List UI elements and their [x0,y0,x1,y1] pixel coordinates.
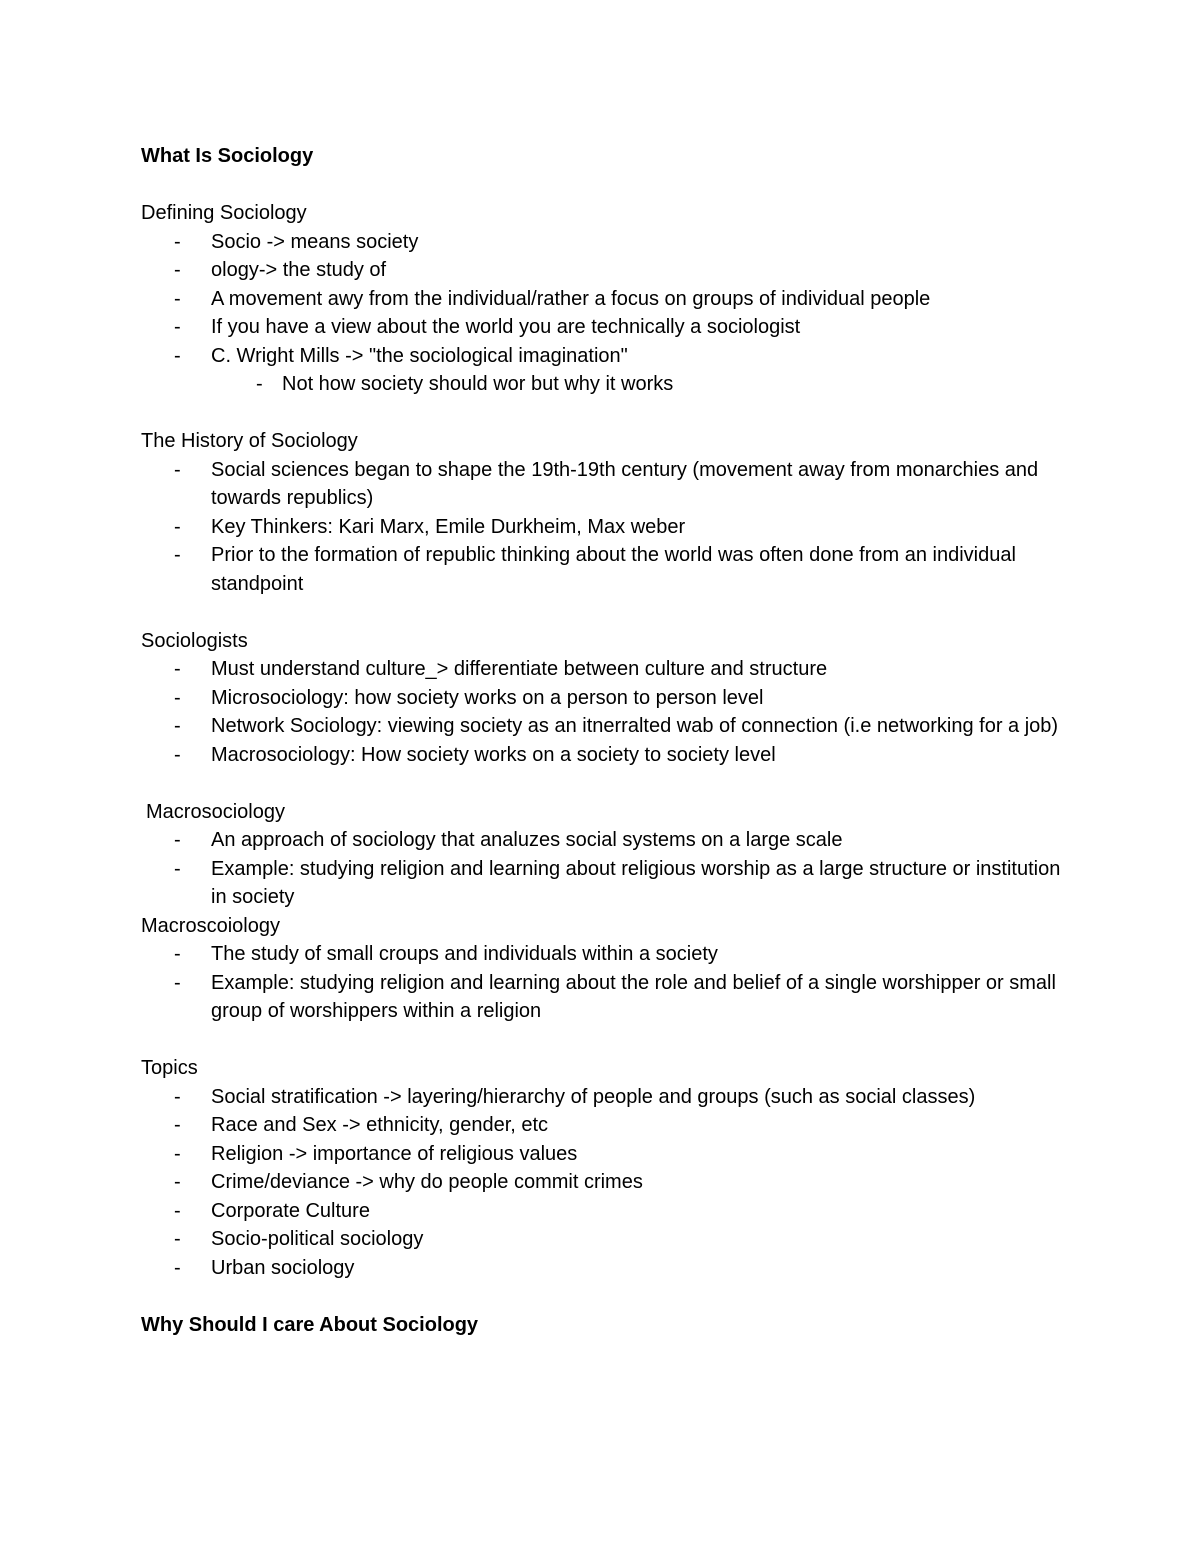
list-item [141,228,1061,257]
list-item [141,456,1061,513]
bullet-dash: - [174,515,181,538]
bullet-list-history [141,456,1061,599]
list-item-text: Macrosociology: How society works on a society to society level [211,743,776,766]
bullet-dash: - [174,1228,181,1250]
list-item-text: Microsociology: how society works on a person to person level [211,686,764,709]
bullet-dash: - [174,829,181,851]
list-item [141,256,1061,285]
list-item-text: Socio-political sociology [211,1228,424,1250]
list-item-text: Network Sociology: viewing society as an itnerralted wab of connection (i.e networking for a job) [211,715,1059,737]
bullet-dash: - [174,458,181,481]
list-item-text: Religion -> importance of religious values [211,1142,578,1165]
bullet-dash: - [174,943,181,965]
list-item-text: Socio -> means society [211,230,419,253]
bullet-list-macrosociology [141,826,1061,912]
bullet-dash: - [256,373,263,395]
section-heading-defining-sociology: Defining Sociology [141,202,307,224]
spacer [141,399,1061,428]
list-item [141,1111,1061,1140]
section-heading-macroscoiology: Macroscoiology [141,914,280,937]
list-item [141,285,1061,314]
list-item [141,1197,1061,1226]
list-item-text: Example: studying religion and learning about religious worship as a large structure or institution in society [211,857,1061,908]
list-item [141,1254,1061,1283]
list-item [141,342,1061,399]
bullet-dash: - [174,1142,181,1165]
list-item-text: If you have a view about the world you are technically a sociologist [211,316,801,338]
list-item-text: An approach of sociology that analuzes social systems on a large scale [211,829,843,851]
list-item [141,1225,1061,1254]
bullet-dash: - [174,544,181,566]
bullet-dash: - [174,1199,181,1222]
bullet-dash: - [174,715,181,737]
list-item-text: Example: studying religion and learning about the role and belief of a single worshipper or small group of worshippers within a religion [211,971,1056,1022]
sub-list-item [141,370,1061,399]
list-item-text: A movement awy from the individual/rather a focus on groups of individual people [211,287,931,310]
section-heading-history-of-sociology: The History of Sociology [141,430,358,452]
list-item [141,1083,1061,1112]
sub-bullet-list [211,370,1061,399]
list-item [141,541,1061,598]
closing-title: Why Should I care About Sociology [141,1313,479,1336]
bullet-list-sociologists [141,655,1061,769]
list-item [141,513,1061,542]
bullet-dash: - [174,743,181,766]
list-item-text: Crime/deviance -> why do people commit crimes [211,1171,643,1193]
list-item-text: Race and Sex -> ethnicity, gender, etc [211,1114,549,1136]
list-item [141,712,1061,741]
document-body [141,142,1061,1339]
section-heading-sociologists: Sociologists [141,629,248,652]
bullet-dash: - [174,1085,181,1108]
bullet-list-defining-sociology [141,228,1061,399]
list-item [141,1140,1061,1169]
bullet-dash: - [174,1256,181,1279]
spacer [141,171,1061,200]
list-item [141,969,1061,1026]
spacer [141,1026,1061,1055]
spacer [141,598,1061,627]
list-item [141,940,1061,969]
bullet-list-topics [141,1083,1061,1283]
list-item-text: Prior to the formation of republic thinking about the world was often done from an individual standpoint [211,544,1016,595]
list-item-text: Social sciences began to shape the 19th-19th century (movement away from monarchies and towards republics) [211,458,1039,509]
list-item-text: The study of small croups and individuals within a society [211,943,718,965]
list-item-text: Must understand culture_> differentiate between culture and structure [211,658,828,680]
list-item-text: ology-> the study of [211,259,387,281]
bullet-dash: - [174,686,181,709]
section-heading-topics: Topics [141,1057,198,1079]
list-item [141,855,1061,912]
section-heading-macrosociology: Macrosociology [146,800,285,823]
bullet-dash: - [174,287,181,310]
sub-list-item-text: Not how society should wor but why it works [282,373,674,395]
bullet-dash: - [174,1114,181,1136]
list-item-text: Urban sociology [211,1256,355,1279]
list-item [141,1168,1061,1197]
list-item [141,684,1061,713]
list-item [141,826,1061,855]
bullet-dash: - [174,230,181,253]
bullet-dash: - [174,316,181,338]
list-item-text: C. Wright Mills -> "the sociological imagination" [211,344,628,367]
document-title: What Is Sociology [141,145,314,167]
list-item [141,741,1061,770]
spacer [141,1282,1061,1311]
spacer [141,769,1061,798]
bullet-dash: - [174,259,181,281]
bullet-list-macroscoiology [141,940,1061,1026]
bullet-dash: - [174,344,181,367]
list-item [141,313,1061,342]
list-item-text: Social stratification -> layering/hierarchy of people and groups (such as social classes) [211,1085,976,1108]
list-item-text: Key Thinkers: Kari Marx, Emile Durkheim, Max weber [211,515,686,538]
bullet-dash: - [174,857,181,880]
bullet-dash: - [174,971,181,994]
list-item [141,655,1061,684]
list-item-text: Corporate Culture [211,1199,370,1222]
bullet-dash: - [174,1171,181,1193]
bullet-dash: - [174,658,181,680]
